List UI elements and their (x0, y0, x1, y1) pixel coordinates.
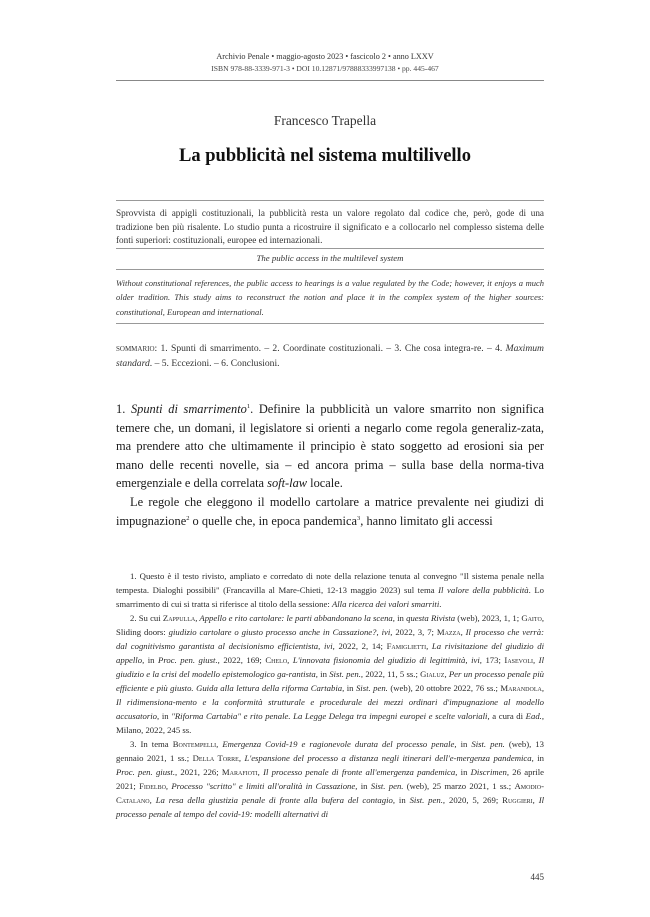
body-text (116, 400, 544, 530)
paragraph: 1. Spunti di smarrimento$^1$. Definire la pubblicità un valore smarrito non significa temere che, un domani, il legislatore si orienti a negarlo come regola generaliz-zata, ma prendere atto che ultimamente il principio è stato soggetto ad erosioni sia per mano delle recenti novelle, sia – ed ancora prima – sulla base della norma-tiva emergenziale e della correlata soft-law locale. (116, 402, 544, 491)
abstract-english-title: The public access in the multilevel system (256, 253, 404, 263)
footnote-2: 2. Su cui Zappulla, Appello e rito cartolare: le parti abbandonano la scena, in questa Rivista (web), 2023, 1, 1; Gaito, Sliding doors: giudizio cartolare o giusto processo anche in Cassazione?, ivi, 2022, 3, 7; Mazza, Il processo che verrà: dal cognitivismo garantista al decisionismo efficientista, ivi, 2022, 2, 14; Famiglietti, La rivisitazione del giudizio di appello, in Proc. pen. giust., 2022, 169; Chelo, L'innovata fisionomia del giudizio di legittimità, ivi, 173; Iasevoli, Il giudizio e la crisi del modello epistemologico ga-rantista, in Sist. pen., 2022, 11, 5 ss.; Gialuz, Per un processo penale più efficiente e più giusto. Guida alla lettura della riforma Cartabia, in Sist. pen. (web), 20 ottobre 2022, 76 ss.; Marandola, Il ridimensiona-mento e la conformità strutturale e procedurale dei mezzi ordinari d'impugnazione al modello accusatorio, in "Riforma Cartabia" e rito penale. La Legge Delega tra impegni europei e scelte valoriali, a cura di Ead., Milano, 2022, 245 ss. (116, 613, 545, 735)
table-of-contents: sommario: 1. Spunti di smarrimento. – 2. Coordinate costituzionali. – 3. Che cosa integra-re. – 4. Maximum standard. – 5. Eccezioni. – 6. Conclusioni. (116, 343, 544, 369)
footnote-1: 1. Questo è il testo rivisto, ampliato e corredato di note della relazione tenuta al convegno "Il sistema penale nella tempesta. Dialoghi possibili" (Francavilla al Mare-Chieti, 12-13 maggio 2023) sul tema Il valore della pubblicità. Lo smarrimento di cui si tratta si riferisce al titolo della sessione: Alla ricerca dei valori smarriti. (116, 571, 544, 609)
abstract-en-rule (116, 269, 544, 270)
abstract-mid-rule (116, 248, 544, 249)
paragraph: Le regole che eleggono il modello cartolare a matrice prevalente nei giudizi di impugnazione$^2$ o quelle che, in epoca pandemica$^3$, hanno limitato gli accessi (116, 494, 544, 528)
abstract-english: Without constitutional references, the public access to hearings is a value regulated by the Code; however, it enjoys a much older tradition. This study aims to reconstruct the notion and place it in the complex system of the higher sources: constitutional, European and international. (116, 278, 544, 317)
abstract-italian: Sprovvista di appigli costituzionali, la pubblicità resta un valore regolato dal codice che, però, gode di una tradizione ben più risalente. Lo studio punta a ricostruire il significato e a collocarlo nel complesso sistema delle fonti superiori: costituzionali, europee ed internazionali. (116, 208, 544, 246)
footnotes (116, 569, 544, 821)
sommario-label: sommario (116, 343, 155, 354)
running-header-journal: Archivio Penale • maggio-agosto 2023 • fascicolo 2 • anno LXXV (216, 52, 434, 61)
footnote-ref[interactable]: 2 (186, 514, 190, 522)
footnote-ref[interactable]: 1 (246, 402, 251, 410)
abstract-top-rule (116, 200, 544, 201)
section-heading: Spunti di smarrimento (130, 402, 247, 416)
running-header-isbn-doi: ISBN 978-88-3339-971-3 • DOI 10.12871/97888333997138 • pp. 445-467 (211, 64, 439, 73)
header-rule (116, 80, 544, 81)
footnote-3: 3. In tema Bontempelli, Emergenza Covid-19 e ragionevole durata del processo penale, in Sist. pen. (web), 13 gennaio 2021, 1 ss.; Della Torre, L'espansione del processo a distanza negli itinerari dell'e-mergenza pandemica, in Proc. pen. giust., 2021, 226; Marafioti, Il processo penale di fronte all'emergenza pandemica, in Discrimen, 26 aprile 2021; Fidelbo, Processo "scritto" e limiti all'oralità in Cassazione, in Sist. pen. (web), 25 marzo 2021, 1 ss.; Amodio-Catalano, La resa della giustizia penale di fronte alla bufera del contagio, in Sist. pen., 2020, 5, 269; Ruggieri, Il processo penale al tempo del covid-19: modelli alternativi di (116, 739, 544, 819)
article-author: Francesco Trapella (273, 113, 377, 128)
footnote-ref[interactable]: 3 (357, 514, 361, 522)
article-title: La pubblicità nel sistema multilivello (179, 146, 471, 166)
abstract-bottom-rule (116, 323, 544, 324)
page-number: 445 (530, 872, 544, 882)
